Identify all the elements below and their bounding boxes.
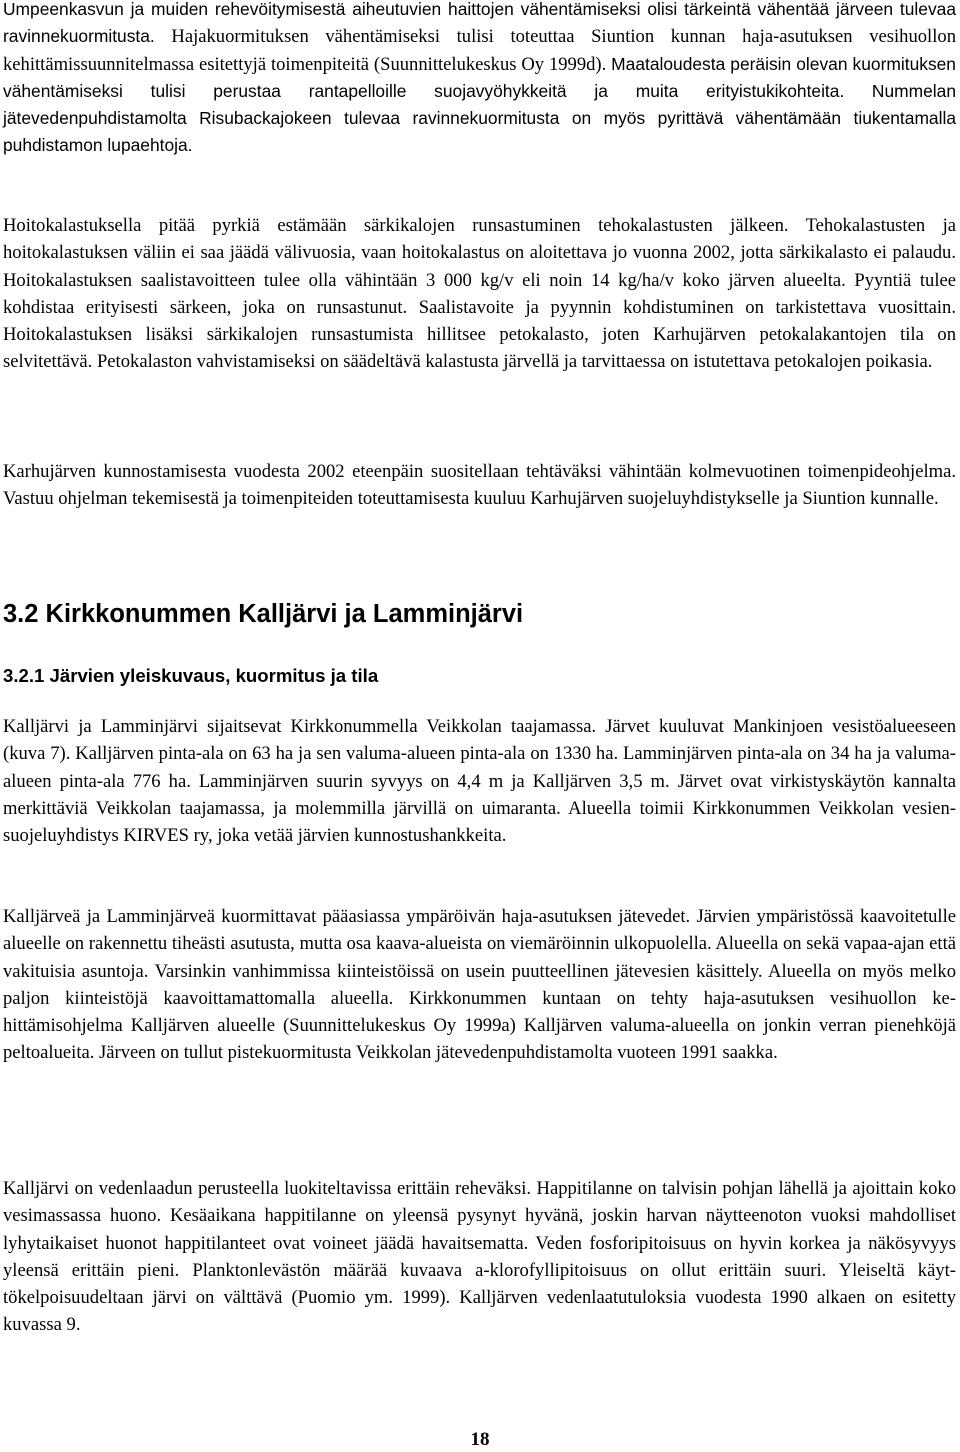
sentence-umpeenkasvu: Umpeenkasvun ja muiden rehevöitymisestä aiheutuvien haittojen vähentämiseksi olisi tärkeintä vähentää järveen tulevaa ravinnekuormitusta.: [3, 0, 956, 47]
paragraph-yleiskuvaus: Kalljärvi ja Lamminjärvi sijaitsevat Kirkkonummella Veikkolan taajamassa. Järvet kuuluvat Mankinjoen vesistöalueeseen (kuva 7). Kalljärven pinta-ala on 63 ha ja sen valuma-alueen pinta-ala on 1330 ha. Lamminjärven pinta-ala on 34 ha ja valuma-alueen pinta-ala 776 ha. Lamminjärven suurin syvyys on 4,4 m ja Kalljärven 3,5 m. Järvet ovat virkistyskäytön kannalta merkittäviä Veikkolan taajamassa, ja molemmilla järvillä on uimaranta. Alueella toimii Kirkkonummen Veikkolan vesiensuojeluyhdistys KIRVES ry, joka vetää järvien kunnostushankkeita.: [3, 716, 956, 847]
sentence-hajakuormitus: Hajakuormituksen vähentämiseksi tulisi toteuttaa Siuntion kunnan haja-asutuksen vesihuollon kehittämissuunnitelmassa esitettyjä toimenpiteitä (Suunnittelukeskus Oy 1999d).: [3, 26, 956, 75]
paragraph-hoitokalastus: Hoitokalastuksella pitää pyrkiä estämään särkikalojen runsastuminen tehokalastusten jälkeen. Tehokalastusten ja hoitokalastuksen väliin ei saa jäädä välivuosia, vaan hoitokalastus on aloitettava jo vuonna 2002, jotta särkikalasto ei palaudu. Hoitokalastuksen saalistavoitteen tulee olla vähintään 3 000 kg/v eli noin 14 kg/ha/v koko järven alueelta. Pyyntiä tulee kohdistaa erityisesti särkeen, joka on runsastunut. Saalistavoite ja pyynnin kohdistuminen on tarkistettava vuosittain. Hoitokalastuksen lisäksi särkikalojen runsastumista hillitsee petokalasto, joten Karhujärven petokalakantojen tila on selvitettävä. Petokalaston vahvistamiseksi on säädeltävä kalastusta järvellä ja tarvittaessa on istutettava petokalojen poikasia.: [3, 215, 956, 373]
section-heading: 3.2 Kirkkonummen Kalljärvi ja Lamminjärvi: [3, 600, 524, 628]
paragraph-kuormitus: Kalljärveä ja Lamminjärveä kuormittavat pääasiassa ympäröivän haja-asutuksen jätevedet. Järvien ympäristössä kaavoitetulle alueelle on rakennettu tiheästi asutusta, mutta osa kaava-alueista on viemäröinnin ulkopuolella. Alueella on sekä vapaa-ajan että vakituisia asuntoja. Varsinkin vanhimmissa kiinteistöissä on usein puutteellinen jätevesien käsittely. Alueella on myös melko paljon kiinteistöjä kaavoittamattomalla alueella. Kirkkonummen kuntaan on tehty haja-asutuksen vesihuollon kehittämisohjelma Kalljärven alueelle (Suunnittelukeskus Oy 1999a) Kalljärven valuma-alueella on jonkin verran pienehköjä peltoalueita. Järveen on tullut pistekuormitusta Veikkolan jätevedenpuhdistamolta vuoteen 1991 saakka.: [3, 906, 956, 1064]
paragraph-tila: Kalljärvi on vedenlaadun perusteella luokiteltavissa erittäin reheväksi. Happitilanne on talvisin pohjan lähellä ja ajoittain koko vesimassassa huono. Kesäaikana happitilanne on yleensä pysynyt hyvänä, joskin harvan näytteenoton vuoksi mahdolliset lyhytaikaiset huonot happitilanteet ovat voineet jäädä havaitsematta. Veden fosforipitoisuus on hyvin korkea ja näkösyvyys yleensä erittäin pieni. Planktonlevästön määrää kuvaava a-klorofyllipitoisuus on ollut erittäin suuri. Yleiseltä käyttökelpoisuudeltaan järvi on välttävä (Puomio ym. 1999). Kalljärven vedenlaatutuloksia vuodesta 1990 alkaen on esitetty kuvassa 9.: [3, 1178, 956, 1336]
sentence-nummela: Nummelan jätevedenpuhdistamolta Risubackajokeen tulevaa ravinnekuormitusta on myös pyrittävä vähentämään tiukentamalla puhdistamon lupaehtoja.: [3, 80, 956, 156]
paragraph-ravinnekuormitus: [3, 0, 956, 160]
paragraph-kunnostusohjelma: Karhujärven kunnostamisesta vuodesta 2002 eteenpäin suositellaan tehtäväksi vähintään kolmevuotinen toimenpideohjelma. Vastuu ohjelman tekemisestä ja toimenpiteiden toteuttamisesta kuuluu Karhujärven suojeluyhdistykselle ja Siuntion kunnalle.: [3, 461, 956, 510]
sentence-maatalous: Maataloudesta peräisin olevan kuormituksen vähentämiseksi tulisi perustaa rantapelloille suojavyöhykkeitä ja muita erityistukikohteita.: [3, 53, 956, 101]
subsection-heading: 3.2.1 Järvien yleiskuvaus, kuormitus ja tila: [3, 665, 379, 686]
page-number: 18: [470, 1429, 490, 1450]
